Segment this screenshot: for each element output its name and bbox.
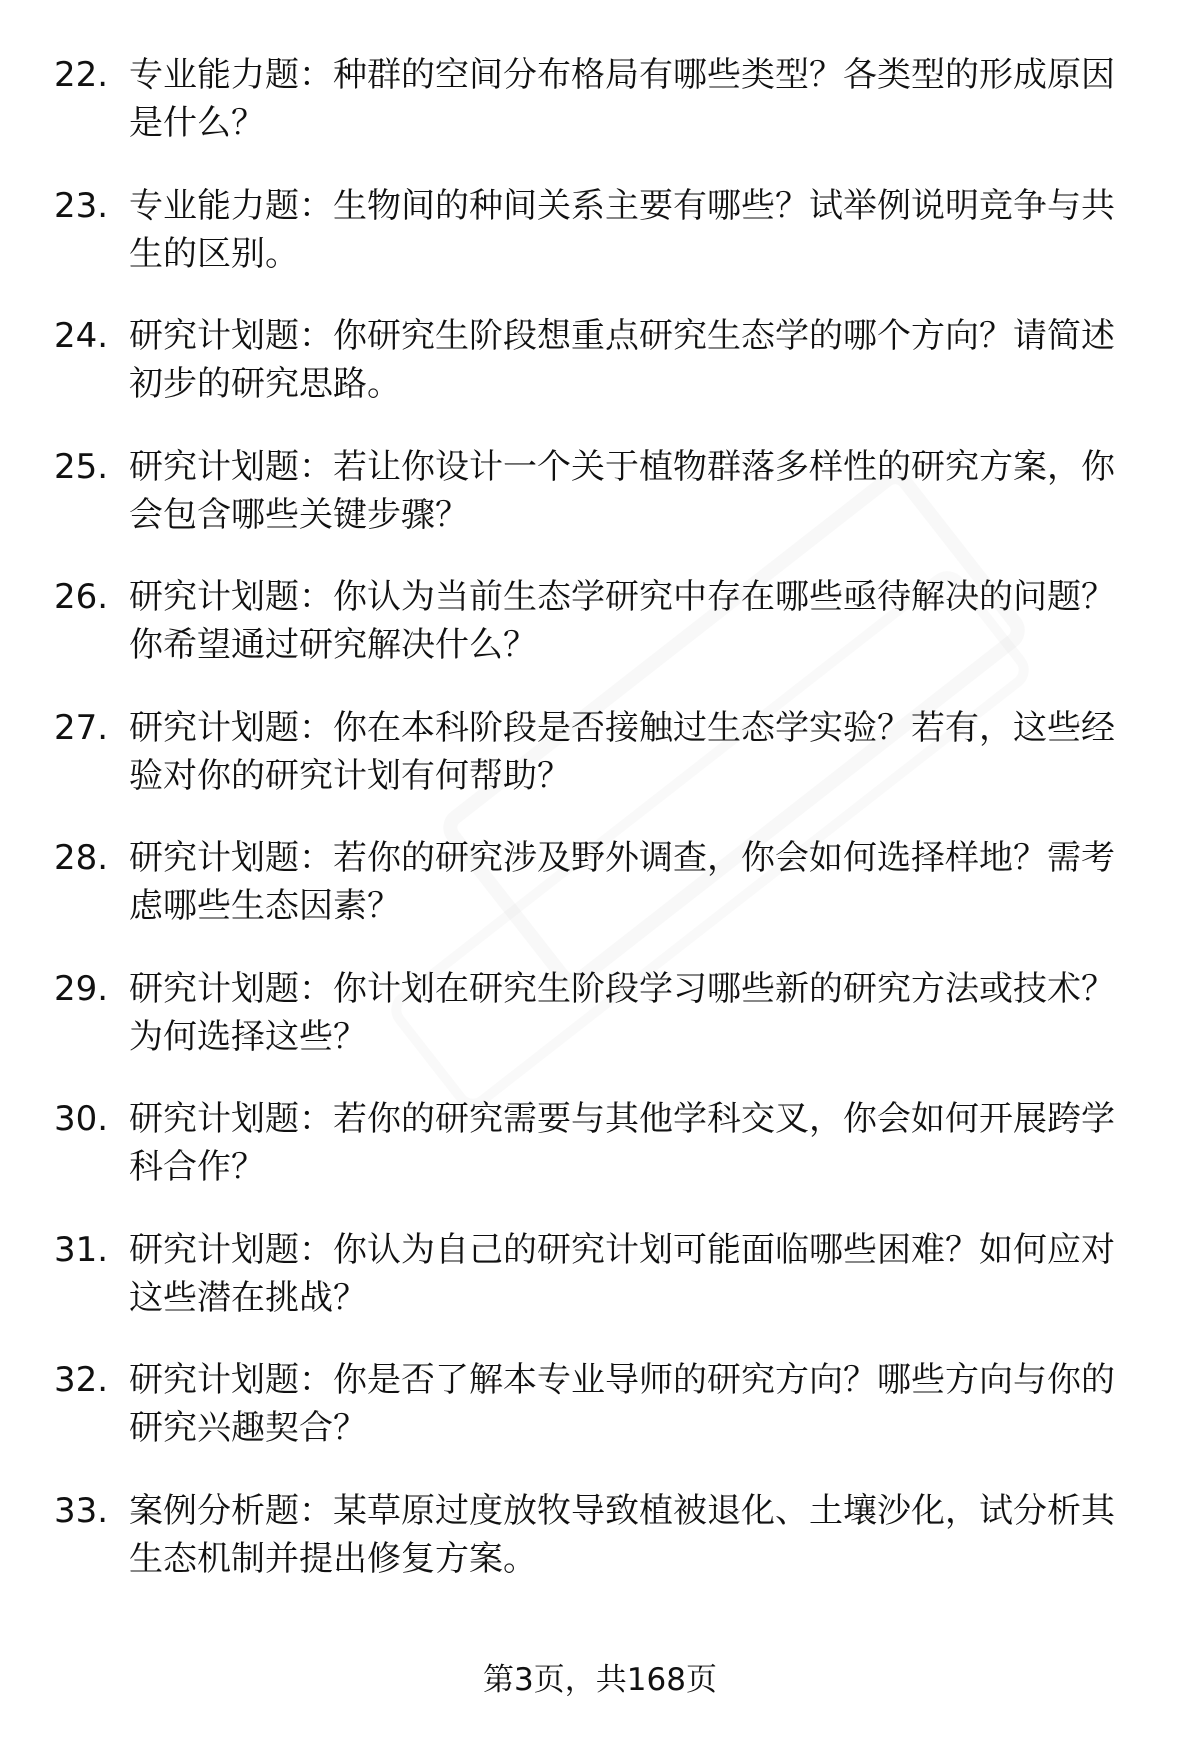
question-text: 研究计划题：你研究生阶段想重点研究生态学的哪个方向？请简述初步的研究思路。 [129, 316, 1115, 404]
question-text: 研究计划题：你计划在研究生阶段学习哪些新的研究方法或技术？为何选择这些？ [129, 968, 1115, 1057]
question-number: 33. [54, 1490, 109, 1531]
question-text: 研究计划题：你认为自己的研究计划可能面临哪些困难？如何应对这些潜在挑战？ [129, 1229, 1115, 1318]
question-number: 25. [54, 446, 109, 487]
question-number: 22. [54, 55, 109, 95]
question-item [54, 704, 1139, 807]
question-item [54, 443, 1139, 546]
question-number: 26. [54, 577, 109, 617]
question-number: 29. [54, 968, 109, 1009]
question-list [54, 51, 1139, 1617]
question-text: 研究计划题：若你的研究涉及野外调查，你会如何选择样地？需考虑哪些生态因素？ [129, 838, 1115, 926]
question-number: 28. [54, 838, 109, 878]
question-number: 24. [54, 316, 109, 356]
question-item [54, 182, 1139, 285]
question-item [54, 573, 1139, 676]
question-text: 研究计划题：若让你设计一个关于植物群落多样性的研究方案，你会包含哪些关键步骤？ [129, 446, 1115, 535]
question-item [54, 1487, 1139, 1590]
question-text: 研究计划题：若你的研究需要与其他学科交叉，你会如何开展跨学科合作？ [129, 1099, 1115, 1187]
question-number: 30. [54, 1099, 109, 1139]
page-footer: 第3页，共168页 [483, 1662, 717, 1698]
question-number: 27. [54, 707, 109, 748]
question-item [54, 1356, 1139, 1459]
question-text: 案例分析题：某草原过度放牧导致植被退化、土壤沙化，试分析其生态机制并提出修复方案。 [129, 1490, 1115, 1579]
question-text: 研究计划题：你在本科阶段是否接触过生态学实验？若有，这些经验对你的研究计划有何帮助？ [129, 707, 1115, 796]
question-item [54, 1095, 1139, 1198]
question-text: 专业能力题：种群的空间分布格局有哪些类型？各类型的形成原因是什么？ [129, 55, 1115, 143]
question-item [54, 51, 1139, 154]
question-number: 32. [54, 1360, 109, 1400]
question-item [54, 965, 1139, 1068]
question-text: 研究计划题：你认为当前生态学研究中存在哪些亟待解决的问题？你希望通过研究解决什么？ [129, 577, 1115, 665]
question-item [54, 1226, 1139, 1329]
question-text: 研究计划题：你是否了解本专业导师的研究方向？哪些方向与你的研究兴趣契合？ [129, 1360, 1115, 1448]
question-item [54, 834, 1139, 937]
question-number: 31. [54, 1229, 109, 1270]
question-text: 专业能力题：生物间的种间关系主要有哪些？试举例说明竞争与共生的区别。 [129, 185, 1115, 274]
question-item [54, 312, 1139, 415]
question-number: 23. [54, 185, 109, 226]
